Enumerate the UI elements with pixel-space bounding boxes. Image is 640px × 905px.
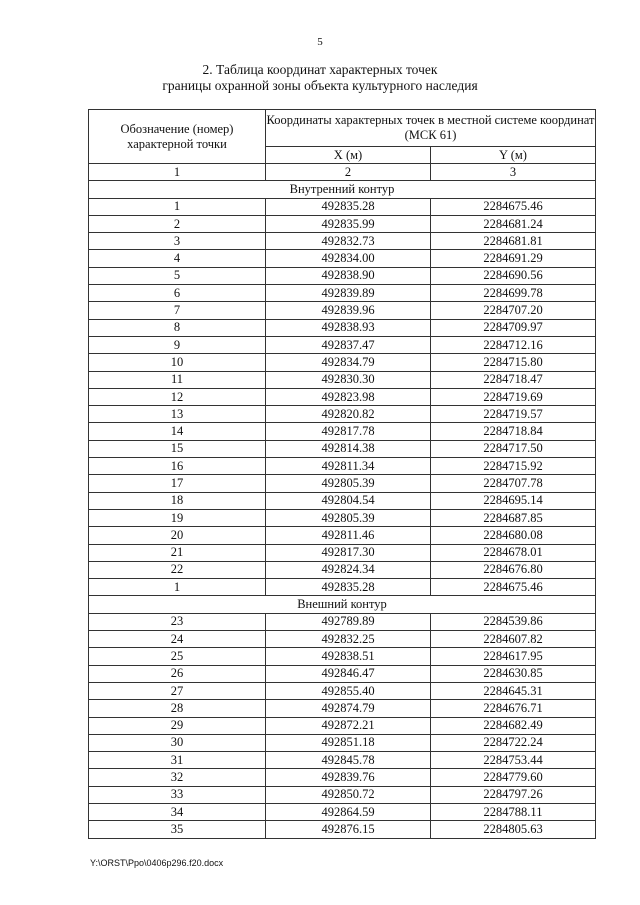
point-number-cell: 10 — [89, 354, 266, 371]
table-title — [0, 62, 640, 94]
y-coordinate-cell: 2284719.57 — [431, 406, 596, 423]
point-number-cell: 3 — [89, 233, 266, 250]
table-row — [89, 665, 596, 682]
point-number-cell: 29 — [89, 717, 266, 734]
page-number: 5 — [317, 36, 323, 48]
point-number-cell: 1 — [89, 198, 266, 215]
table-row — [89, 561, 596, 578]
point-number-cell: 13 — [89, 406, 266, 423]
y-coordinate-cell: 2284788.11 — [431, 803, 596, 820]
x-coordinate-cell: 492855.40 — [266, 682, 431, 699]
table-row — [89, 475, 596, 492]
table-body — [89, 181, 596, 838]
point-number-cell: 15 — [89, 440, 266, 457]
y-coordinate-cell: 2284707.78 — [431, 475, 596, 492]
y-coordinate-cell: 2284718.84 — [431, 423, 596, 440]
y-column-header: Y (м) — [431, 147, 596, 164]
table-row — [89, 371, 596, 388]
table-row — [89, 682, 596, 699]
table-row — [89, 803, 596, 820]
table-row — [89, 388, 596, 405]
table-row — [89, 769, 596, 786]
point-number-cell: 16 — [89, 458, 266, 475]
x-coordinate-cell: 492824.34 — [266, 561, 431, 578]
y-coordinate-cell: 2284645.31 — [431, 682, 596, 699]
point-number-cell: 21 — [89, 544, 266, 561]
point-number-cell: 5 — [89, 267, 266, 284]
x-coordinate-cell: 492814.38 — [266, 440, 431, 457]
y-coordinate-cell: 2284712.16 — [431, 336, 596, 353]
x-coordinate-cell: 492845.78 — [266, 752, 431, 769]
table-row — [89, 250, 596, 267]
x-coordinate-cell: 492835.99 — [266, 215, 431, 232]
x-coordinate-cell: 492805.39 — [266, 475, 431, 492]
x-coordinate-cell: 492835.28 — [266, 579, 431, 596]
x-coordinate-cell: 492805.39 — [266, 509, 431, 526]
x-coordinate-cell: 492832.73 — [266, 233, 431, 250]
table-row — [89, 509, 596, 526]
x-coordinate-cell: 492839.96 — [266, 302, 431, 319]
y-coordinate-cell: 2284681.81 — [431, 233, 596, 250]
point-number-cell: 28 — [89, 700, 266, 717]
table-row — [89, 648, 596, 665]
point-number-cell: 26 — [89, 665, 266, 682]
point-number-cell: 31 — [89, 752, 266, 769]
y-coordinate-cell: 2284676.80 — [431, 561, 596, 578]
point-number-cell: 1 — [89, 579, 266, 596]
x-coordinate-cell: 492820.82 — [266, 406, 431, 423]
point-number-cell: 24 — [89, 631, 266, 648]
y-coordinate-cell: 2284699.78 — [431, 285, 596, 302]
y-coordinate-cell: 2284715.80 — [431, 354, 596, 371]
y-coordinate-cell: 2284695.14 — [431, 492, 596, 509]
y-coordinate-cell: 2284722.24 — [431, 734, 596, 751]
table-row — [89, 752, 596, 769]
table-row — [89, 267, 596, 284]
table-row — [89, 492, 596, 509]
y-coordinate-cell: 2284779.60 — [431, 769, 596, 786]
y-coordinate-cell: 2284753.44 — [431, 752, 596, 769]
y-coordinate-cell: 2284680.08 — [431, 527, 596, 544]
point-number-cell: 27 — [89, 682, 266, 699]
x-coordinate-cell: 492834.00 — [266, 250, 431, 267]
table-title-line-2: границы охранной зоны объекта культурного наследия — [162, 78, 478, 93]
y-coordinate-cell: 2284676.71 — [431, 700, 596, 717]
x-coordinate-cell: 492837.47 — [266, 336, 431, 353]
x-coordinate-cell: 492834.79 — [266, 354, 431, 371]
column-number-2: 2 — [266, 164, 431, 181]
point-number-cell: 4 — [89, 250, 266, 267]
x-coordinate-cell: 492832.25 — [266, 631, 431, 648]
table-row — [89, 285, 596, 302]
y-coordinate-cell: 2284630.85 — [431, 665, 596, 682]
x-coordinate-cell: 492839.89 — [266, 285, 431, 302]
y-coordinate-cell: 2284718.47 — [431, 371, 596, 388]
table-row — [89, 579, 596, 596]
table-row — [89, 544, 596, 561]
point-number-cell: 35 — [89, 821, 266, 838]
section-title: Внешний контур — [89, 596, 596, 613]
table-row — [89, 440, 596, 457]
table-row — [89, 458, 596, 475]
point-number-cell: 17 — [89, 475, 266, 492]
table-row — [89, 406, 596, 423]
point-number-cell: 19 — [89, 509, 266, 526]
table-row — [89, 198, 596, 215]
table-row — [89, 354, 596, 371]
x-coordinate-cell: 492850.72 — [266, 786, 431, 803]
x-coordinate-cell: 492817.78 — [266, 423, 431, 440]
point-number-cell: 2 — [89, 215, 266, 232]
point-number-cell: 25 — [89, 648, 266, 665]
column-number-3: 3 — [431, 164, 596, 181]
point-column-header: Обозначение (номер) характерной точки — [89, 110, 266, 164]
table-row — [89, 734, 596, 751]
section-title: Внутренний контур — [89, 181, 596, 198]
table-row — [89, 215, 596, 232]
y-coordinate-cell: 2284797.26 — [431, 786, 596, 803]
x-coordinate-cell: 492838.90 — [266, 267, 431, 284]
y-coordinate-cell: 2284539.86 — [431, 613, 596, 630]
x-coordinate-cell: 492872.21 — [266, 717, 431, 734]
y-coordinate-cell: 2284691.29 — [431, 250, 596, 267]
point-number-cell: 6 — [89, 285, 266, 302]
y-coordinate-cell: 2284675.46 — [431, 579, 596, 596]
x-coordinate-cell: 492804.54 — [266, 492, 431, 509]
y-coordinate-cell: 2284690.56 — [431, 267, 596, 284]
table-title-line-1: 2. Таблица координат характерных точек — [202, 62, 438, 77]
point-number-cell: 12 — [89, 388, 266, 405]
point-number-cell: 8 — [89, 319, 266, 336]
x-coordinate-cell: 492811.46 — [266, 527, 431, 544]
y-coordinate-cell: 2284805.63 — [431, 821, 596, 838]
table-row — [89, 613, 596, 630]
point-number-cell: 14 — [89, 423, 266, 440]
x-coordinate-cell: 492846.47 — [266, 665, 431, 682]
y-coordinate-cell: 2284682.49 — [431, 717, 596, 734]
x-coordinate-cell: 492874.79 — [266, 700, 431, 717]
table-row — [89, 423, 596, 440]
y-coordinate-cell: 2284607.82 — [431, 631, 596, 648]
table-row — [89, 821, 596, 838]
table-row — [89, 700, 596, 717]
point-number-cell: 22 — [89, 561, 266, 578]
y-coordinate-cell: 2284617.95 — [431, 648, 596, 665]
point-number-cell: 34 — [89, 803, 266, 820]
table-row — [89, 786, 596, 803]
point-number-cell: 23 — [89, 613, 266, 630]
x-coordinate-cell: 492817.30 — [266, 544, 431, 561]
y-coordinate-cell: 2284687.85 — [431, 509, 596, 526]
x-coordinate-cell: 492839.76 — [266, 769, 431, 786]
point-number-cell: 20 — [89, 527, 266, 544]
table-row — [89, 717, 596, 734]
x-coordinate-cell: 492851.18 — [266, 734, 431, 751]
point-number-cell: 32 — [89, 769, 266, 786]
y-coordinate-cell: 2284717.50 — [431, 440, 596, 457]
point-number-cell: 7 — [89, 302, 266, 319]
x-coordinate-cell: 492789.89 — [266, 613, 431, 630]
x-coordinate-cell: 492864.59 — [266, 803, 431, 820]
section-header-row — [89, 181, 596, 198]
y-coordinate-cell: 2284715.92 — [431, 458, 596, 475]
point-number-cell: 9 — [89, 336, 266, 353]
y-coordinate-cell: 2284707.20 — [431, 302, 596, 319]
y-coordinate-cell: 2284719.69 — [431, 388, 596, 405]
y-coordinate-cell: 2284709.97 — [431, 319, 596, 336]
table-row — [89, 631, 596, 648]
x-coordinate-cell: 492823.98 — [266, 388, 431, 405]
x-coordinate-cell: 492838.93 — [266, 319, 431, 336]
x-column-header: X (м) — [266, 147, 431, 164]
x-coordinate-cell: 492835.28 — [266, 198, 431, 215]
table-row — [89, 233, 596, 250]
coordinates-group-header: Координаты характерных точек в местной системе координат (МСК 61) — [266, 110, 596, 147]
y-coordinate-cell: 2284675.46 — [431, 198, 596, 215]
x-coordinate-cell: 492876.15 — [266, 821, 431, 838]
x-coordinate-cell: 492830.30 — [266, 371, 431, 388]
column-number-1: 1 — [89, 164, 266, 181]
file-path-footer: Y:\ORST\Ppo\0406p296.f20.docx — [90, 858, 224, 868]
point-number-cell: 11 — [89, 371, 266, 388]
table-row — [89, 527, 596, 544]
y-coordinate-cell: 2284681.24 — [431, 215, 596, 232]
section-header-row — [89, 596, 596, 613]
table-row — [89, 319, 596, 336]
point-number-cell: 30 — [89, 734, 266, 751]
point-number-cell: 18 — [89, 492, 266, 509]
x-coordinate-cell: 492811.34 — [266, 458, 431, 475]
x-coordinate-cell: 492838.51 — [266, 648, 431, 665]
table-row — [89, 302, 596, 319]
table-row — [89, 336, 596, 353]
point-number-cell: 33 — [89, 786, 266, 803]
y-coordinate-cell: 2284678.01 — [431, 544, 596, 561]
coordinates-table — [88, 109, 596, 839]
